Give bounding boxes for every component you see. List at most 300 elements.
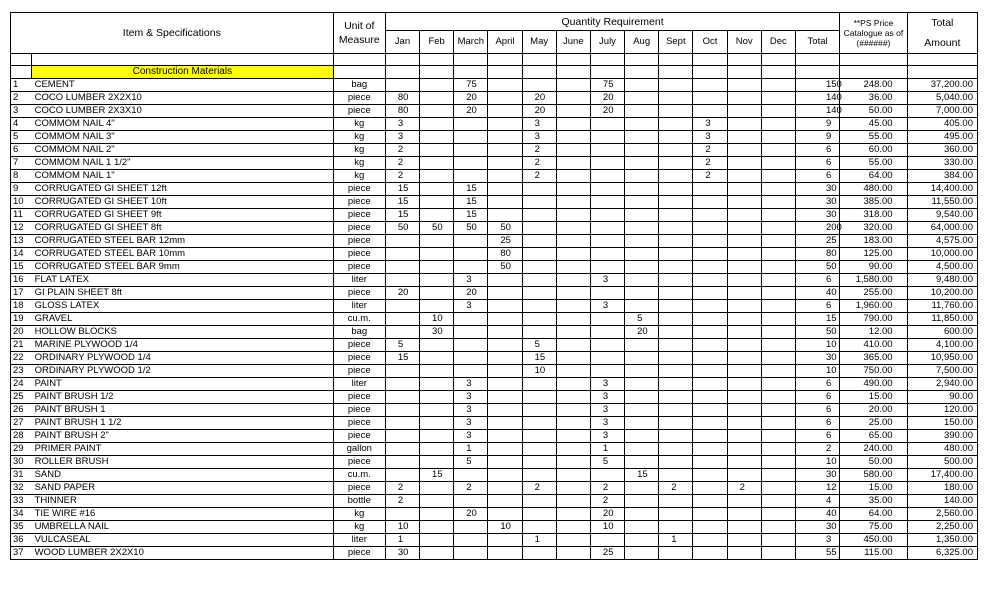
row-number[interactable]: 7 — [11, 157, 32, 170]
item-name[interactable]: CORRUGATED STEEL BAR 9mm — [32, 261, 334, 274]
quantity-cell[interactable] — [761, 391, 795, 404]
empty-cell[interactable] — [907, 66, 977, 79]
row-number[interactable]: 27 — [11, 417, 32, 430]
quantity-cell[interactable]: 20 — [454, 287, 488, 300]
quantity-cell[interactable]: 3 — [454, 391, 488, 404]
quantity-cell[interactable] — [693, 79, 727, 92]
quantity-cell[interactable] — [625, 261, 659, 274]
price-cell[interactable]: 35.00 — [840, 495, 907, 508]
quantity-cell[interactable]: 20 — [454, 105, 488, 118]
quantity-cell[interactable] — [761, 209, 795, 222]
amount-cell[interactable]: 64,000.00 — [907, 222, 977, 235]
quantity-cell[interactable]: 2 — [590, 495, 624, 508]
quantity-cell[interactable] — [727, 131, 761, 144]
total-qty-cell[interactable]: 6 — [795, 170, 839, 183]
quantity-cell[interactable] — [761, 352, 795, 365]
unit-cell[interactable]: piece — [333, 547, 385, 560]
quantity-cell[interactable] — [488, 430, 522, 443]
empty-cell[interactable] — [454, 66, 488, 79]
quantity-cell[interactable] — [659, 170, 693, 183]
quantity-cell[interactable] — [556, 131, 590, 144]
quantity-cell[interactable] — [556, 222, 590, 235]
total-qty-cell[interactable]: 6 — [795, 417, 839, 430]
price-cell[interactable]: 65.00 — [840, 430, 907, 443]
quantity-cell[interactable] — [659, 248, 693, 261]
quantity-cell[interactable] — [488, 534, 522, 547]
quantity-cell[interactable] — [488, 482, 522, 495]
item-name[interactable]: THINNER — [32, 495, 334, 508]
quantity-cell[interactable] — [522, 417, 556, 430]
quantity-cell[interactable]: 2 — [522, 482, 556, 495]
quantity-cell[interactable] — [522, 313, 556, 326]
empty-cell[interactable] — [693, 66, 727, 79]
quantity-cell[interactable] — [488, 495, 522, 508]
quantity-cell[interactable] — [556, 157, 590, 170]
quantity-cell[interactable] — [625, 378, 659, 391]
quantity-cell[interactable]: 80 — [488, 248, 522, 261]
price-cell[interactable]: 64.00 — [840, 508, 907, 521]
quantity-cell[interactable] — [556, 79, 590, 92]
empty-cell[interactable] — [659, 66, 693, 79]
total-qty-cell[interactable]: 30 — [795, 469, 839, 482]
quantity-cell[interactable] — [420, 131, 454, 144]
quantity-cell[interactable] — [727, 391, 761, 404]
quantity-cell[interactable] — [625, 508, 659, 521]
unit-cell[interactable]: liter — [333, 274, 385, 287]
unit-cell[interactable]: piece — [333, 365, 385, 378]
row-number[interactable]: 24 — [11, 378, 32, 391]
quantity-cell[interactable] — [659, 508, 693, 521]
row-number[interactable]: 9 — [11, 183, 32, 196]
quantity-cell[interactable] — [488, 170, 522, 183]
quantity-cell[interactable] — [420, 443, 454, 456]
quantity-cell[interactable] — [522, 79, 556, 92]
item-name[interactable]: PAINT BRUSH 2" — [32, 430, 334, 443]
quantity-cell[interactable] — [556, 209, 590, 222]
quantity-cell[interactable]: 10 — [488, 521, 522, 534]
quantity-cell[interactable] — [693, 339, 727, 352]
amount-cell[interactable]: 10,200.00 — [907, 287, 977, 300]
total-qty-cell[interactable]: 12 — [795, 482, 839, 495]
item-name[interactable]: CORRUGATED STEEL BAR 10mm — [32, 248, 334, 261]
quantity-cell[interactable]: 75 — [590, 79, 624, 92]
price-cell[interactable]: 90.00 — [840, 261, 907, 274]
quantity-cell[interactable] — [590, 235, 624, 248]
quantity-cell[interactable] — [556, 339, 590, 352]
total-qty-cell[interactable]: 40 — [795, 287, 839, 300]
quantity-cell[interactable]: 20 — [454, 508, 488, 521]
quantity-cell[interactable] — [385, 378, 419, 391]
quantity-cell[interactable] — [522, 287, 556, 300]
quantity-cell[interactable] — [556, 274, 590, 287]
quantity-cell[interactable] — [693, 105, 727, 118]
item-name[interactable]: PRIMER PAINT — [32, 443, 334, 456]
quantity-cell[interactable] — [488, 404, 522, 417]
item-name[interactable]: CORRUGATED STEEL BAR 12mm — [32, 235, 334, 248]
amount-cell[interactable]: 7,000.00 — [907, 105, 977, 118]
total-qty-cell[interactable]: 50 — [795, 261, 839, 274]
quantity-cell[interactable]: 2 — [385, 157, 419, 170]
quantity-cell[interactable] — [420, 378, 454, 391]
quantity-cell[interactable] — [488, 287, 522, 300]
quantity-cell[interactable] — [625, 456, 659, 469]
price-cell[interactable]: 450.00 — [840, 534, 907, 547]
row-number[interactable]: 25 — [11, 391, 32, 404]
unit-cell[interactable]: piece — [333, 352, 385, 365]
unit-cell[interactable]: piece — [333, 430, 385, 443]
quantity-cell[interactable]: 3 — [590, 417, 624, 430]
quantity-cell[interactable] — [625, 443, 659, 456]
unit-cell[interactable]: gallon — [333, 443, 385, 456]
quantity-cell[interactable] — [761, 417, 795, 430]
quantity-cell[interactable] — [420, 248, 454, 261]
price-cell[interactable]: 115.00 — [840, 547, 907, 560]
quantity-cell[interactable] — [727, 430, 761, 443]
quantity-cell[interactable]: 3 — [590, 430, 624, 443]
row-number[interactable]: 13 — [11, 235, 32, 248]
quantity-cell[interactable] — [385, 248, 419, 261]
unit-cell[interactable]: piece — [333, 196, 385, 209]
quantity-cell[interactable] — [693, 274, 727, 287]
quantity-cell[interactable]: 1 — [590, 443, 624, 456]
quantity-cell[interactable]: 15 — [454, 183, 488, 196]
unit-cell[interactable]: piece — [333, 92, 385, 105]
price-cell[interactable]: 25.00 — [840, 417, 907, 430]
quantity-cell[interactable] — [761, 131, 795, 144]
quantity-cell[interactable] — [420, 365, 454, 378]
item-name[interactable]: GRAVEL — [32, 313, 334, 326]
quantity-cell[interactable] — [420, 482, 454, 495]
quantity-cell[interactable]: 2 — [385, 170, 419, 183]
price-cell[interactable]: 410.00 — [840, 339, 907, 352]
quantity-cell[interactable] — [556, 313, 590, 326]
empty-cell[interactable] — [727, 66, 761, 79]
empty-cell[interactable] — [840, 54, 907, 66]
quantity-cell[interactable] — [761, 261, 795, 274]
price-cell[interactable]: 318.00 — [840, 209, 907, 222]
empty-cell[interactable] — [907, 54, 977, 66]
empty-cell[interactable] — [795, 66, 839, 79]
unit-cell[interactable]: piece — [333, 404, 385, 417]
quantity-cell[interactable] — [420, 300, 454, 313]
quantity-cell[interactable] — [727, 248, 761, 261]
quantity-cell[interactable] — [488, 79, 522, 92]
quantity-cell[interactable] — [693, 183, 727, 196]
row-number[interactable]: 10 — [11, 196, 32, 209]
row-number[interactable]: 36 — [11, 534, 32, 547]
quantity-cell[interactable] — [693, 222, 727, 235]
quantity-cell[interactable] — [420, 456, 454, 469]
quantity-cell[interactable] — [488, 547, 522, 560]
quantity-cell[interactable] — [556, 456, 590, 469]
price-cell[interactable]: 12.00 — [840, 326, 907, 339]
quantity-cell[interactable] — [556, 352, 590, 365]
quantity-cell[interactable] — [761, 456, 795, 469]
quantity-cell[interactable] — [454, 339, 488, 352]
quantity-cell[interactable] — [556, 495, 590, 508]
quantity-cell[interactable] — [420, 144, 454, 157]
quantity-cell[interactable]: 2 — [522, 170, 556, 183]
price-cell[interactable]: 20.00 — [840, 404, 907, 417]
row-number[interactable]: 2 — [11, 92, 32, 105]
quantity-cell[interactable] — [625, 391, 659, 404]
quantity-cell[interactable] — [625, 521, 659, 534]
total-qty-cell[interactable]: 10 — [795, 365, 839, 378]
quantity-cell[interactable] — [625, 157, 659, 170]
quantity-cell[interactable] — [522, 404, 556, 417]
item-name[interactable]: CORRUGATED GI SHEET 10ft — [32, 196, 334, 209]
quantity-cell[interactable] — [659, 495, 693, 508]
quantity-cell[interactable] — [488, 157, 522, 170]
quantity-cell[interactable] — [625, 196, 659, 209]
quantity-cell[interactable] — [727, 92, 761, 105]
price-cell[interactable]: 60.00 — [840, 144, 907, 157]
quantity-cell[interactable]: 2 — [659, 482, 693, 495]
price-cell[interactable]: 36.00 — [840, 92, 907, 105]
price-cell[interactable]: 1,960.00 — [840, 300, 907, 313]
total-qty-cell[interactable]: 200 — [795, 222, 839, 235]
quantity-cell[interactable] — [727, 443, 761, 456]
quantity-cell[interactable] — [556, 391, 590, 404]
price-cell[interactable]: 50.00 — [840, 456, 907, 469]
quantity-cell[interactable]: 2 — [454, 482, 488, 495]
quantity-cell[interactable] — [625, 131, 659, 144]
quantity-cell[interactable] — [420, 417, 454, 430]
price-cell[interactable]: 255.00 — [840, 287, 907, 300]
empty-cell[interactable] — [761, 54, 795, 66]
quantity-cell[interactable] — [761, 248, 795, 261]
quantity-cell[interactable] — [693, 391, 727, 404]
price-cell[interactable]: 480.00 — [840, 183, 907, 196]
quantity-cell[interactable] — [590, 469, 624, 482]
amount-cell[interactable]: 9,480.00 — [907, 274, 977, 287]
quantity-cell[interactable] — [659, 326, 693, 339]
empty-cell[interactable] — [385, 66, 419, 79]
price-cell[interactable]: 15.00 — [840, 391, 907, 404]
quantity-cell[interactable] — [522, 508, 556, 521]
quantity-cell[interactable] — [659, 144, 693, 157]
quantity-cell[interactable]: 2 — [522, 144, 556, 157]
row-number[interactable]: 3 — [11, 105, 32, 118]
unit-cell[interactable]: liter — [333, 534, 385, 547]
quantity-cell[interactable]: 15 — [454, 196, 488, 209]
quantity-cell[interactable] — [693, 547, 727, 560]
quantity-cell[interactable]: 5 — [454, 456, 488, 469]
amount-cell[interactable]: 9,540.00 — [907, 209, 977, 222]
row-number[interactable]: 18 — [11, 300, 32, 313]
quantity-cell[interactable] — [625, 183, 659, 196]
row-number[interactable]: 28 — [11, 430, 32, 443]
quantity-cell[interactable]: 2 — [693, 144, 727, 157]
quantity-cell[interactable] — [556, 508, 590, 521]
quantity-cell[interactable]: 30 — [420, 326, 454, 339]
amount-cell[interactable]: 17,400.00 — [907, 469, 977, 482]
quantity-cell[interactable] — [556, 417, 590, 430]
total-qty-cell[interactable]: 6 — [795, 430, 839, 443]
quantity-cell[interactable] — [625, 430, 659, 443]
empty-cell[interactable] — [795, 54, 839, 66]
quantity-cell[interactable] — [659, 235, 693, 248]
quantity-cell[interactable] — [727, 521, 761, 534]
quantity-cell[interactable]: 20 — [522, 92, 556, 105]
quantity-cell[interactable] — [590, 157, 624, 170]
quantity-cell[interactable] — [727, 365, 761, 378]
amount-cell[interactable]: 500.00 — [907, 456, 977, 469]
quantity-cell[interactable] — [625, 352, 659, 365]
quantity-cell[interactable] — [488, 443, 522, 456]
quantity-cell[interactable] — [693, 495, 727, 508]
amount-cell[interactable]: 384.00 — [907, 170, 977, 183]
price-cell[interactable]: 55.00 — [840, 157, 907, 170]
empty-cell[interactable] — [11, 66, 32, 79]
quantity-cell[interactable] — [761, 404, 795, 417]
quantity-cell[interactable]: 80 — [385, 105, 419, 118]
quantity-cell[interactable] — [556, 521, 590, 534]
quantity-cell[interactable] — [556, 105, 590, 118]
item-name[interactable]: COMMOM NAIL 4" — [32, 118, 334, 131]
quantity-cell[interactable] — [625, 92, 659, 105]
quantity-cell[interactable] — [522, 209, 556, 222]
quantity-cell[interactable] — [590, 209, 624, 222]
item-name[interactable]: CORRUGATED GI SHEET 12ft — [32, 183, 334, 196]
quantity-cell[interactable]: 50 — [454, 222, 488, 235]
empty-cell[interactable] — [590, 54, 624, 66]
empty-cell[interactable] — [761, 66, 795, 79]
quantity-cell[interactable]: 3 — [693, 131, 727, 144]
quantity-cell[interactable] — [727, 105, 761, 118]
empty-cell[interactable] — [333, 54, 385, 66]
quantity-cell[interactable] — [488, 365, 522, 378]
quantity-cell[interactable] — [761, 521, 795, 534]
amount-cell[interactable]: 140.00 — [907, 495, 977, 508]
quantity-cell[interactable] — [385, 326, 419, 339]
quantity-cell[interactable]: 3 — [590, 404, 624, 417]
amount-cell[interactable]: 405.00 — [907, 118, 977, 131]
quantity-cell[interactable] — [454, 235, 488, 248]
quantity-cell[interactable] — [385, 430, 419, 443]
row-number[interactable]: 19 — [11, 313, 32, 326]
item-name[interactable]: COMMOM NAIL 3" — [32, 131, 334, 144]
quantity-cell[interactable]: 10 — [522, 365, 556, 378]
row-number[interactable]: 1 — [11, 79, 32, 92]
price-cell[interactable]: 750.00 — [840, 365, 907, 378]
quantity-cell[interactable] — [420, 521, 454, 534]
quantity-cell[interactable] — [556, 287, 590, 300]
quantity-cell[interactable] — [727, 508, 761, 521]
row-number[interactable]: 33 — [11, 495, 32, 508]
quantity-cell[interactable] — [385, 274, 419, 287]
quantity-cell[interactable] — [693, 313, 727, 326]
quantity-cell[interactable] — [385, 235, 419, 248]
quantity-cell[interactable] — [522, 456, 556, 469]
unit-cell[interactable]: bag — [333, 326, 385, 339]
quantity-cell[interactable] — [659, 79, 693, 92]
quantity-cell[interactable] — [693, 287, 727, 300]
quantity-cell[interactable]: 15 — [385, 209, 419, 222]
quantity-cell[interactable]: 3 — [454, 417, 488, 430]
quantity-cell[interactable]: 1 — [454, 443, 488, 456]
total-qty-cell[interactable]: 6 — [795, 391, 839, 404]
quantity-cell[interactable]: 15 — [454, 209, 488, 222]
amount-cell[interactable]: 4,575.00 — [907, 235, 977, 248]
empty-cell[interactable] — [488, 54, 522, 66]
quantity-cell[interactable] — [659, 118, 693, 131]
quantity-cell[interactable] — [556, 534, 590, 547]
quantity-cell[interactable] — [761, 118, 795, 131]
quantity-cell[interactable] — [727, 222, 761, 235]
unit-cell[interactable]: piece — [333, 105, 385, 118]
amount-cell[interactable]: 150.00 — [907, 417, 977, 430]
quantity-cell[interactable] — [590, 222, 624, 235]
quantity-cell[interactable]: 25 — [488, 235, 522, 248]
quantity-cell[interactable] — [693, 534, 727, 547]
quantity-cell[interactable]: 10 — [420, 313, 454, 326]
quantity-cell[interactable] — [420, 118, 454, 131]
quantity-cell[interactable] — [761, 482, 795, 495]
amount-cell[interactable]: 6,325.00 — [907, 547, 977, 560]
quantity-cell[interactable] — [727, 196, 761, 209]
quantity-cell[interactable] — [488, 118, 522, 131]
quantity-cell[interactable] — [488, 92, 522, 105]
quantity-cell[interactable] — [385, 404, 419, 417]
price-cell[interactable]: 1,580.00 — [840, 274, 907, 287]
price-cell[interactable]: 320.00 — [840, 222, 907, 235]
amount-cell[interactable]: 1,350.00 — [907, 534, 977, 547]
quantity-cell[interactable] — [556, 365, 590, 378]
item-name[interactable]: ROLLER BRUSH — [32, 456, 334, 469]
quantity-cell[interactable] — [488, 209, 522, 222]
price-cell[interactable]: 490.00 — [840, 378, 907, 391]
amount-cell[interactable]: 14,400.00 — [907, 183, 977, 196]
empty-cell[interactable] — [727, 54, 761, 66]
quantity-cell[interactable] — [693, 469, 727, 482]
quantity-cell[interactable] — [693, 365, 727, 378]
quantity-cell[interactable] — [488, 313, 522, 326]
item-name[interactable]: CEMENT — [32, 79, 334, 92]
total-qty-cell[interactable]: 15 — [795, 313, 839, 326]
empty-cell[interactable] — [556, 66, 590, 79]
item-name[interactable]: CORRUGATED GI SHEET 9ft — [32, 209, 334, 222]
empty-cell[interactable] — [420, 54, 454, 66]
quantity-cell[interactable] — [761, 313, 795, 326]
amount-cell[interactable]: 10,950.00 — [907, 352, 977, 365]
quantity-cell[interactable]: 15 — [385, 196, 419, 209]
quantity-cell[interactable] — [625, 365, 659, 378]
quantity-cell[interactable] — [693, 209, 727, 222]
quantity-cell[interactable]: 50 — [385, 222, 419, 235]
total-qty-cell[interactable]: 25 — [795, 235, 839, 248]
quantity-cell[interactable] — [488, 300, 522, 313]
quantity-cell[interactable] — [590, 170, 624, 183]
quantity-cell[interactable] — [488, 339, 522, 352]
empty-cell[interactable] — [590, 66, 624, 79]
quantity-cell[interactable] — [522, 248, 556, 261]
quantity-cell[interactable] — [761, 235, 795, 248]
empty-cell[interactable] — [522, 54, 556, 66]
quantity-cell[interactable]: 3 — [590, 378, 624, 391]
quantity-cell[interactable] — [625, 404, 659, 417]
unit-cell[interactable]: bottle — [333, 495, 385, 508]
total-qty-cell[interactable]: 10 — [795, 339, 839, 352]
quantity-cell[interactable] — [488, 391, 522, 404]
quantity-cell[interactable]: 20 — [385, 287, 419, 300]
unit-cell[interactable]: piece — [333, 235, 385, 248]
amount-cell[interactable]: 90.00 — [907, 391, 977, 404]
item-name[interactable]: COMMOM NAIL 2" — [32, 144, 334, 157]
quantity-cell[interactable] — [454, 352, 488, 365]
price-cell[interactable]: 790.00 — [840, 313, 907, 326]
quantity-cell[interactable] — [625, 118, 659, 131]
